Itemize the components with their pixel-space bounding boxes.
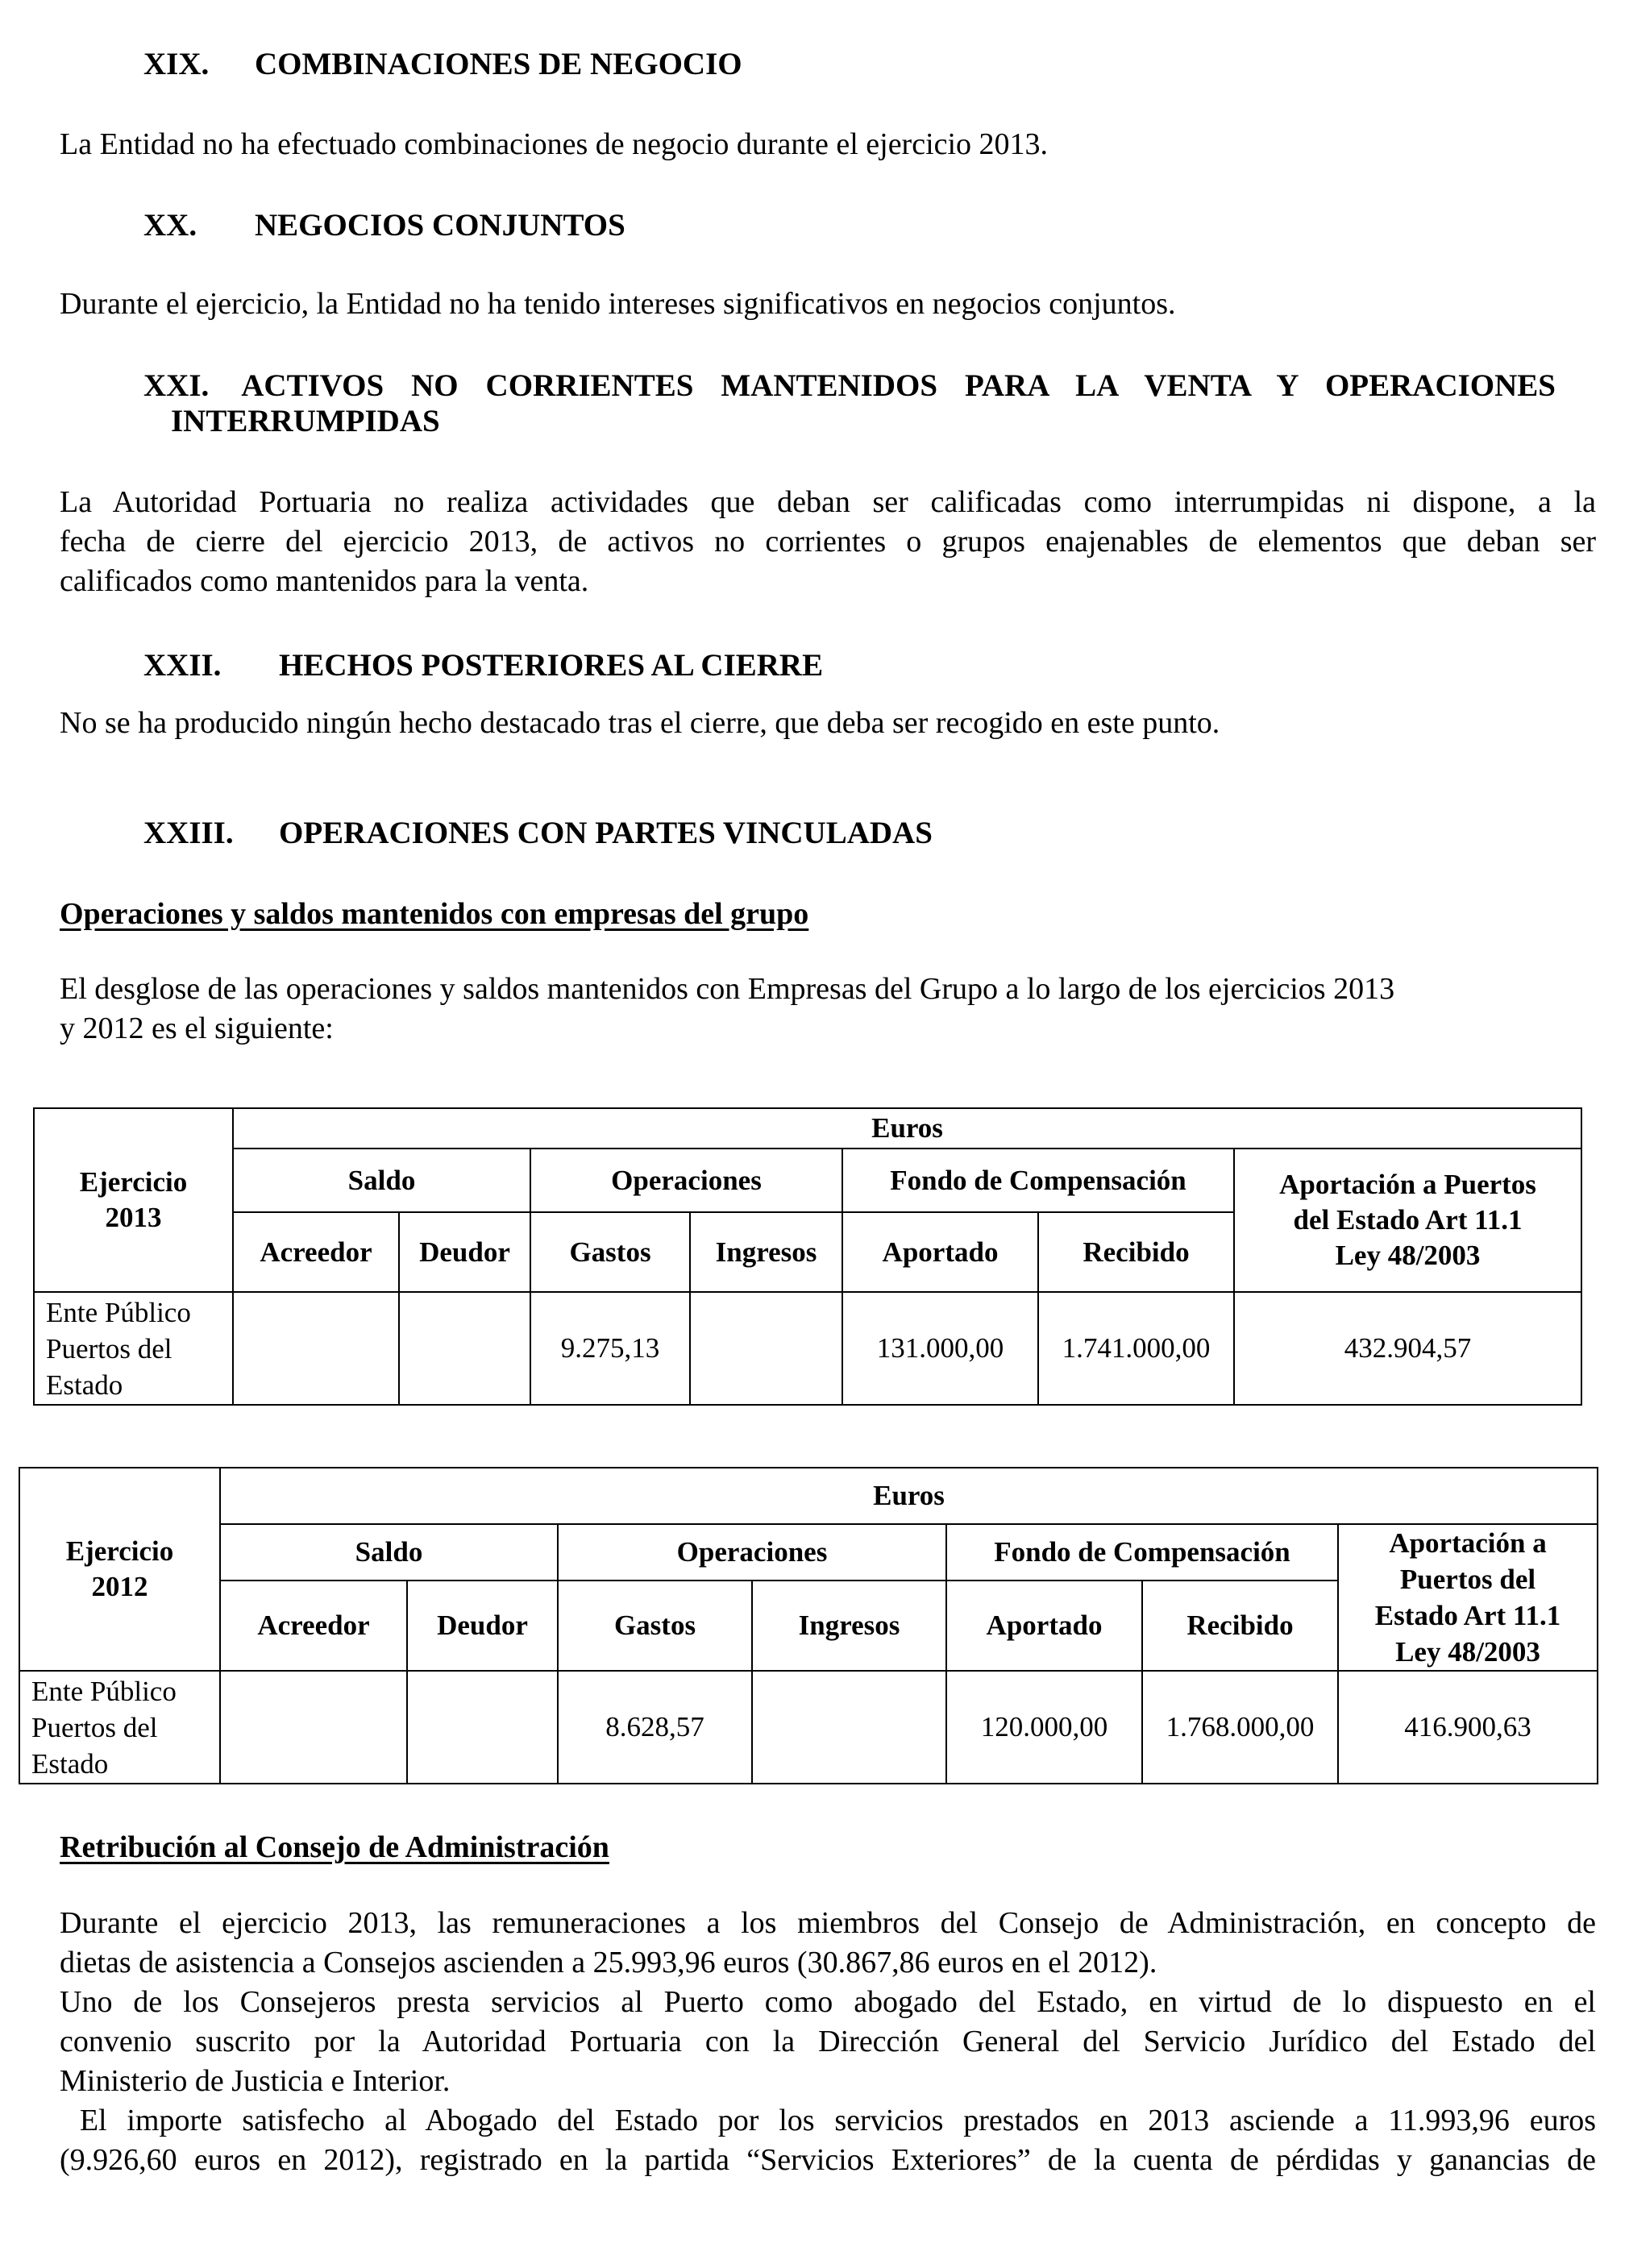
section-xxi-text: La Autoridad Portuaria no realiza actividades que deban ser calificadas como interrumpidas ni dispone, a la fecha de cierre del ejercicio 2013, de activos no corrientes o grupos enajenables de elementos que deban ser calificados como mantenidos para la venta. <box>60 485 1596 598</box>
deudor-cell <box>407 1671 558 1784</box>
saldo-header: Saldo <box>220 1524 558 1581</box>
section-xxiii-heading <box>143 816 933 851</box>
saldo-header: Saldo <box>233 1149 530 1212</box>
table-2013 <box>33 1107 1582 1406</box>
section-xxii-text: No se ha producido ningún hecho destacado tras el cierre, que deba ser recogido en este punto. <box>60 706 1220 740</box>
gastos-header: Gastos <box>530 1212 690 1292</box>
acreedor-cell <box>220 1671 407 1784</box>
section-number: XXIII. <box>143 816 234 850</box>
aportado-header: Aportado <box>842 1212 1038 1292</box>
ingresos-cell <box>752 1671 946 1784</box>
section-xx-heading <box>143 208 625 243</box>
section-title: NEGOCIOS CONJUNTOS <box>255 208 625 243</box>
gastos-cell: 8.628,57 <box>558 1671 752 1784</box>
deudor-header: Deudor <box>407 1581 558 1671</box>
fondo-header: Fondo de Compensación <box>946 1524 1338 1581</box>
entity-cell: Ente Público Puertos del Estado <box>19 1671 220 1784</box>
acreedor-cell <box>233 1292 399 1405</box>
section-xix-text: La Entidad no ha efectuado combinaciones de negocio durante el ejercicio 2013. <box>60 127 1049 161</box>
ingresos-header: Ingresos <box>752 1581 946 1671</box>
recibido-cell: 1.741.000,00 <box>1038 1292 1234 1405</box>
operaciones-header: Operaciones <box>530 1149 842 1212</box>
section-title-line1: ACTIVOS NO CORRIENTES MANTENIDOS PARA LA VENTA Y OPERACIONES <box>241 368 1556 403</box>
recibido-header: Recibido <box>1142 1581 1338 1671</box>
section-number: XXII. <box>143 648 222 683</box>
section-number: XIX. <box>143 47 210 81</box>
section-title: COMBINACIONES DE NEGOCIO <box>255 47 742 81</box>
section-title: HECHOS POSTERIORES AL CIERRE <box>279 648 824 683</box>
retribucion-text: Durante el ejercicio 2013, las remuneraciones a los miembros del Consejo de Administración, en concepto de dietas de asistencia a Consejos ascienden a 25.993,96 euros (30.867,86 euros en el 2012). Uno de los Consejeros presta servicios al Puerto como abogado del Estado, en virtud de lo dispuesto en el convenio suscrito por la Autoridad Portuaria con la Dirección General del Servicio Jurídico del Estado del Ministerio de Justicia e Interior. El importe satisfecho al Abogado del Estado por los servicios prestados en 2013 asciende a 11.993,96 euros (9.926,60 euros en 2012), registrado en la partida “Servicios Exteriores” de la cuenta de pérdidas y ganancias de <box>60 1906 1597 2177</box>
section-number: XXI. <box>143 368 210 403</box>
section-title: OPERACIONES CON PARTES VINCULADAS <box>279 816 933 850</box>
aportado-cell: 120.000,00 <box>946 1671 1142 1784</box>
table-2012 <box>19 1467 1598 1784</box>
intro-text: El desglose de las operaciones y saldos mantenidos con Empresas del Grupo a lo largo de los ejercicios 2013 y 2012 es el siguiente: <box>60 972 1395 1045</box>
year-header: Ejercicio 2013 <box>34 1108 233 1292</box>
section-xxi-heading <box>143 368 1556 439</box>
table-row <box>19 1671 1598 1784</box>
acreedor-header: Acreedor <box>233 1212 399 1292</box>
gastos-header: Gastos <box>558 1581 752 1671</box>
deudor-cell <box>399 1292 530 1405</box>
acreedor-header: Acreedor <box>220 1581 407 1671</box>
section-xx-text: Durante el ejercicio, la Entidad no ha tenido intereses significativos en negocios conjuntos. <box>60 287 1176 321</box>
subheading-empresas-grupo: Operaciones y saldos mantenidos con empresas del grupo <box>60 897 809 931</box>
aportado-header: Aportado <box>946 1581 1142 1671</box>
ingresos-header: Ingresos <box>690 1212 842 1292</box>
gastos-cell: 9.275,13 <box>530 1292 690 1405</box>
aportado-cell: 131.000,00 <box>842 1292 1038 1405</box>
section-xxii-heading <box>143 648 823 683</box>
fondo-header: Fondo de Compensación <box>842 1149 1234 1212</box>
aportacion-header: Aportación a Puertos del Estado Art 11.1 Ley 48/2003 <box>1234 1149 1581 1292</box>
aportacion-cell: 432.904,57 <box>1234 1292 1581 1405</box>
euros-header: Euros <box>220 1468 1598 1524</box>
deudor-header: Deudor <box>399 1212 530 1292</box>
section-title-line2: INTERRUMPIDAS <box>171 404 440 438</box>
subheading-retribucion: Retribución al Consejo de Administración <box>60 1830 609 1864</box>
ingresos-cell <box>690 1292 842 1405</box>
entity-cell: Ente Público Puertos del Estado <box>34 1292 233 1405</box>
euros-header: Euros <box>233 1108 1581 1149</box>
recibido-cell: 1.768.000,00 <box>1142 1671 1338 1784</box>
table-row <box>34 1292 1581 1405</box>
section-number: XX. <box>143 208 197 243</box>
operaciones-header: Operaciones <box>558 1524 946 1581</box>
year-header: Ejercicio 2012 <box>19 1468 220 1671</box>
recibido-header: Recibido <box>1038 1212 1234 1292</box>
section-xix-heading <box>143 47 742 82</box>
aportacion-header: Aportación a Puertos del Estado Art 11.1 Ley 48/2003 <box>1338 1524 1598 1671</box>
aportacion-cell: 416.900,63 <box>1338 1671 1598 1784</box>
